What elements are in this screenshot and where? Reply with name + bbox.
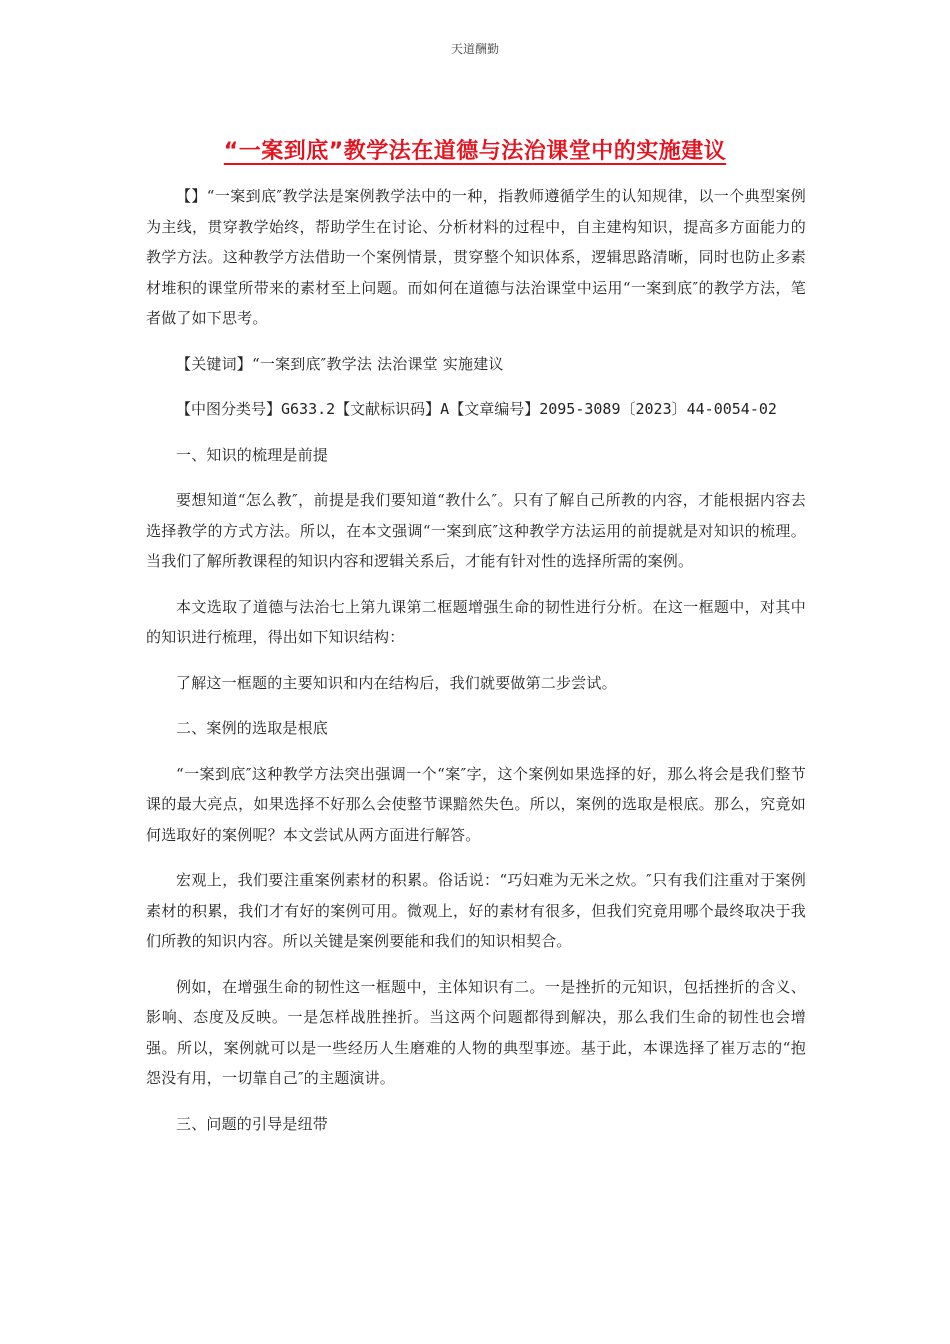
body-paragraph: “一案到底″这种教学方法突出强调一个“案″字，这个案例如果选择的好，那么将会是我们整节课的最大亮点，如果选择不好那么会使整节课黯然失色。所以，案例的选取是根底。那么，究竟如何选取好的案例呢？本文尝试从两方面进行解答。 (146, 764, 806, 844)
body-paragraph: 本文选取了道德与法治七上第九课第二框题增强生命的韧性进行分析。在这一框题中，对其中的知识进行梳理，得出如下知识结构： (146, 597, 806, 646)
classification-paragraph: 【中图分类号】G633.2【文献标识码】A【文章编号】2095-3089〔2023〕44-0054-02 (176, 400, 777, 418)
keywords-paragraph: 【关键词】“一案到底″教学法 法治课堂 实施建议 (176, 354, 504, 373)
abstract-paragraph: 【】“一案到底″教学法是案例教学法中的一种，指教师遵循学生的认知规律，以一个典型案例为主线，贯穿教学始终，帮助学生在讨论、分析材料的过程中，自主建构知识，提高多方面能力的教学方法。这种教学方法借助一个案例情景，贯穿整个知识体系，逻辑思路清晰，同时也防止多素材堆积的课堂所带来的素材至上问题。而如何在道德与法治课堂中运用“一案到底″的教学方法，笔者做了如下思考。 (146, 187, 806, 327)
section-heading-3: 三、问题的引导是纽带 (176, 1114, 329, 1133)
body-paragraph: 要想知道“怎么教″，前提是我们要知道“教什么″。只有了解自己所教的内容，才能根据内容去选择教学的方式方法。所以，在本文强调“一案到底″这种教学方法运用的前提就是对知识的梳理。当我们了解所教课程的知识内容和逻辑关系后，才能有针对性的选择所需的案例。 (146, 491, 806, 570)
document-title: “一案到底”教学法在道德与法治课堂中的实施建议 (223, 139, 727, 164)
document-body (146, 181, 806, 1154)
body-paragraph: 宏观上，我们要注重案例素材的积累。俗话说：“巧妇难为无米之炊。″只有我们注重对于案例素材的积累，我们才有好的案例可用。微观上，好的素材有很多，但我们究竟用哪个最终取决于我们所教的知识内容。所以关键是案例要能和我们的知识相契合。 (146, 871, 806, 950)
page-header: 天道酬勤 (450, 42, 499, 56)
section-heading-2: 二、案例的选取是根底 (176, 719, 329, 737)
section-heading-1: 一、知识的梳理是前提 (176, 445, 329, 464)
body-paragraph: 例如，在增强生命的韧性这一框题中，主体知识有二。一是挫折的元知识，包括挫折的含义、影响、态度及反映。一是怎样战胜挫折。当这两个问题都得到解决，那么我们生命的韧性也会增强。所以，案例就可以是一些经历人生磨难的人物的典型事迹。基于此，本课选择了崔万志的“抱怨没有用，一切靠自己″的主题演讲。 (146, 977, 806, 1087)
body-paragraph: 了解这一框题的主要知识和内在结构后，我们就要做第二步尝试。 (176, 673, 617, 692)
